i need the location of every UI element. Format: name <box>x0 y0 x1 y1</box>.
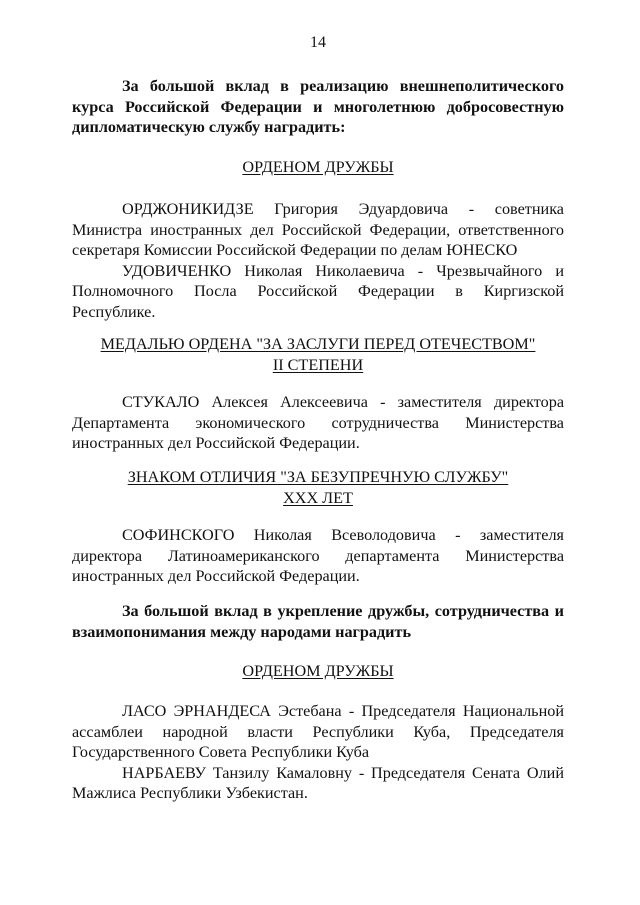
award-entries-badge-of-distinction <box>72 525 564 587</box>
award-entries-order-of-friendship-1 <box>72 199 564 323</box>
section-1-intro: За большой вклад в реализацию внешнеполитического курса Российской Федерации и многолетнюю добросовестную дипломатическую службу наградить: <box>72 77 564 137</box>
entry-stukalo: СТУКАЛО Алексея Алексеевича - заместителя директора Департамента экономического сотрудничества Министерства иностранных дел Российской Федерации. <box>72 393 564 453</box>
award-heading-line: ОРДЕНОМ ДРУЖБЫ <box>242 662 394 680</box>
award-heading-line: XXX ЛЕТ <box>283 488 353 507</box>
section-2-intro: За большой вклад в укрепление дружбы, сотрудничества и взаимопонимания между народами наградить <box>72 602 564 641</box>
award-heading-badge-of-distinction <box>72 467 564 508</box>
award-heading-line: II СТЕПЕНИ <box>272 355 364 374</box>
award-entries-order-of-friendship-2 <box>72 701 564 804</box>
entry-sofinsky: СОФИНСКОГО Николая Всеволодовича - заместителя директора Латиноамериканского департамента Министерства иностранных дел Российской Федерации. <box>72 526 564 586</box>
entry-udovichenko: УДОВИЧЕНКО Николая Николаевича - Чрезвычайного и Полномочного Посла Российской Федерации в Киргизской Республике. <box>72 261 564 321</box>
award-heading-line: МЕДАЛЬЮ ОРДЕНА "ЗА ЗАСЛУГИ ПЕРЕД ОТЕЧЕСТВОМ" <box>100 335 536 353</box>
award-heading-order-of-friendship-2 <box>72 661 564 682</box>
award-heading-medal-of-order <box>72 334 564 375</box>
award-heading-line: ОРДЕНОМ ДРУЖБЫ <box>242 158 394 176</box>
entry-ordzhonikidze: ОРДЖОНИКИДЗЕ Григория Эдуардовича - советника Министра иностранных дел Российской Федерации, ответственного секретаря Комиссии Российской Федерации по делам ЮНЕСКО <box>72 200 564 260</box>
entry-narbaeva: НАРБАЕВУ Танзилу Камаловну - Председателя Сената Олий Мажлиса Республики Узбекистан. <box>72 763 564 803</box>
entry-laso-ernandes: ЛАСО ЭРНАНДЕСА Эстебана - Председателя Национальной ассамблеи народной власти Республики Куба, Председателя Государственного Совета Республики Куба <box>72 702 564 762</box>
award-heading-order-of-friendship-1 <box>72 157 564 178</box>
award-entries-medal-of-order <box>72 392 564 454</box>
award-heading-line: ЗНАКОМ ОТЛИЧИЯ "ЗА БЕЗУПРЕЧНУЮ СЛУЖБУ" <box>127 468 509 486</box>
page-number: 14 <box>310 34 326 51</box>
